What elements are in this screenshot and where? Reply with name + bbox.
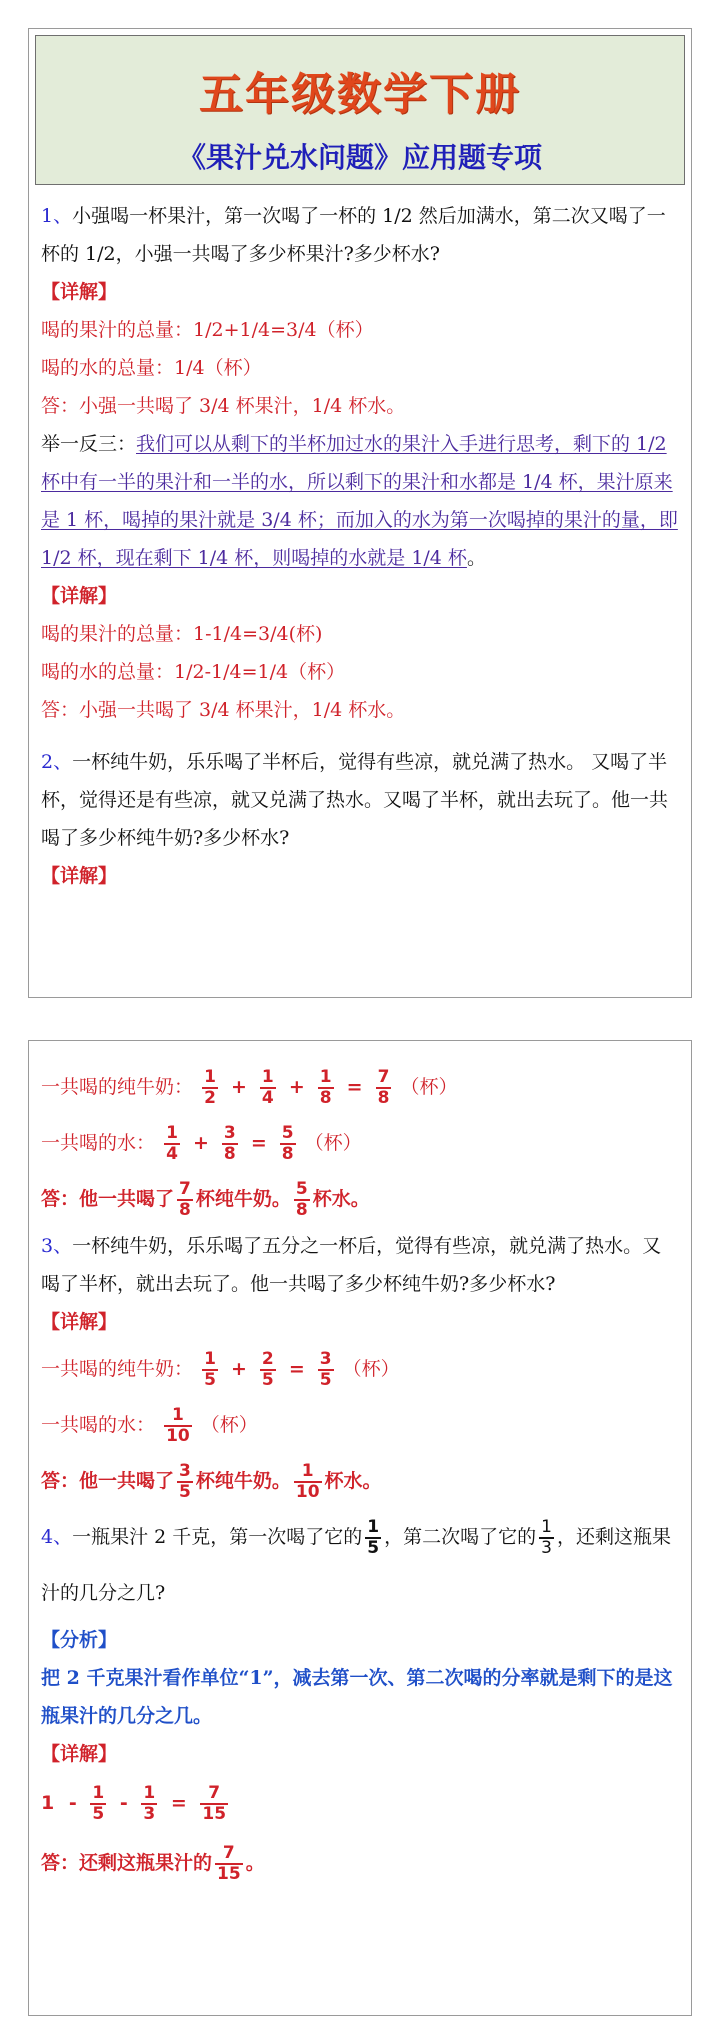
- q3-detail-label: 【详解】: [41, 1311, 118, 1333]
- q1-extension-label: 举一反三：: [41, 433, 137, 455]
- q2-milk-calc: [41, 1059, 679, 1115]
- q4-analysis: 把 2 千克果汁看作单位“1”，减去第一次、第二次喝的分率就是剩下的是这瓶果汁的几分之几。: [41, 1667, 673, 1727]
- question-4-text-a: 一瓶果汁 2 千克，第一次喝了它的: [72, 1526, 363, 1548]
- unit-cup: （杯）: [400, 1076, 458, 1098]
- plus-sign: +: [230, 1358, 247, 1380]
- question-2: [41, 743, 679, 857]
- minus-sign: -: [68, 1792, 77, 1814]
- fraction: $\frac{7}{15}$: [217, 1843, 241, 1884]
- question-3: [41, 1227, 679, 1303]
- q3-milk-label: 一共喝的纯牛奶：: [41, 1358, 194, 1380]
- fraction: $\frac{3}{8}$: [223, 1123, 236, 1164]
- q3-water-label: 一共喝的水：: [41, 1414, 156, 1436]
- fraction: $\frac{1}{3}$: [143, 1783, 156, 1824]
- q1-detail-label: 【详解】: [41, 281, 118, 303]
- page-1: [28, 28, 692, 998]
- unit-cup: （杯）: [200, 1414, 258, 1436]
- title-banner: [35, 35, 685, 185]
- fraction: $\frac{5}{8}$: [281, 1123, 294, 1164]
- unit-cup: （杯）: [304, 1132, 362, 1154]
- q2-detail-label: 【详解】: [41, 865, 118, 887]
- fraction: $\frac{3}{5}$: [319, 1349, 332, 1390]
- fraction: $\frac{1}{3}$: [541, 1517, 552, 1558]
- fraction: $\frac{1}{5}$: [204, 1349, 216, 1390]
- q1-answer: 答：小强一共喝了 3/4 杯果汁，1/4 杯水。: [41, 395, 406, 417]
- q4-analysis-label: 【分析】: [41, 1629, 118, 1651]
- page-2-content: [29, 1041, 691, 1893]
- question-4-text-b: ，第二次喝了它的: [384, 1526, 537, 1548]
- question-2-number: 2、: [41, 751, 73, 773]
- q1-answer-2: 答：小强一共喝了 3/4 杯果汁，1/4 杯水。: [41, 699, 406, 721]
- fraction: $\frac{1}{4}$: [261, 1067, 274, 1108]
- q4-answer-prefix: 答：还剩这瓶果汁的: [41, 1852, 213, 1874]
- fraction: $\frac{7}{15}$: [202, 1783, 227, 1824]
- q3-answer-middle: 杯纯牛奶。: [195, 1470, 291, 1492]
- q2-answer: [41, 1171, 679, 1227]
- q3-answer: [41, 1453, 679, 1509]
- question-4: [41, 1509, 679, 1621]
- fraction: $\frac{7}{8}$: [179, 1179, 191, 1220]
- minus-sign: -: [119, 1792, 128, 1814]
- q1-water-total: 喝的水的总量：1/4（杯）: [41, 357, 262, 379]
- q1-detail-label-2: 【详解】: [41, 585, 118, 607]
- q2-answer-prefix: 答：他一共喝了: [41, 1188, 175, 1210]
- fraction: $\frac{1}{10}$: [295, 1461, 320, 1502]
- equals-sign: =: [170, 1792, 187, 1814]
- plus-sign: +: [288, 1076, 305, 1098]
- q2-milk-label: 一共喝的纯牛奶：: [41, 1076, 194, 1098]
- equals-sign: =: [346, 1076, 363, 1098]
- fraction: $\frac{1}{5}$: [367, 1517, 380, 1558]
- question-3-number: 3、: [41, 1235, 73, 1257]
- fraction: $\frac{7}{8}$: [377, 1067, 390, 1108]
- page-1-content: [29, 185, 691, 895]
- fraction: $\frac{1}{8}$: [319, 1067, 332, 1108]
- fraction: $\frac{3}{5}$: [179, 1461, 191, 1502]
- question-1: [41, 197, 679, 273]
- q3-answer-prefix: 答：他一共喝了: [41, 1470, 175, 1492]
- q2-water-calc: [41, 1115, 679, 1171]
- q2-answer-middle: 杯纯牛奶。: [195, 1188, 291, 1210]
- question-2-text: 一杯纯牛奶，乐乐喝了半杯后，觉得有些凉，就兑满了热水。 又喝了半杯，觉得还是有些凉，就又兑满了热水。又喝了半杯，就出去玩了。他一共喝了多少杯纯牛奶?多少杯水?: [41, 751, 669, 849]
- fraction: $\frac{2}{5}$: [261, 1349, 274, 1390]
- question-1-number: 1、: [41, 205, 73, 227]
- q2-water-label: 一共喝的水：: [41, 1132, 156, 1154]
- equals-sign: =: [288, 1358, 305, 1380]
- question-4-text-c: ，还剩这瓶果汁的几分之几?: [41, 1526, 671, 1604]
- fraction: $\frac{1}{2}$: [204, 1067, 216, 1108]
- fraction: $\frac{1}{10}$: [166, 1405, 190, 1446]
- page-title: 五年级数学下册: [199, 69, 521, 120]
- question-4-number: 4、: [41, 1526, 73, 1548]
- page-2: [28, 1040, 692, 2016]
- q4-calc: [41, 1773, 679, 1833]
- plus-sign: +: [230, 1076, 247, 1098]
- q2-answer-end: 杯水。: [312, 1188, 370, 1210]
- q3-milk-calc: [41, 1341, 679, 1397]
- calc-one: 1: [41, 1792, 55, 1814]
- q1-water-total-2: 喝的水的总量：1/2-1/4=1/4（杯）: [41, 661, 346, 683]
- fraction: $\frac{1}{4}$: [166, 1123, 178, 1164]
- question-1-text: 小强喝一杯果汁，第一次喝了一杯的 1/2 然后加满水，第二次又喝了一杯的 1/2，小强一共喝了多少杯果汁?多少杯水?: [41, 205, 666, 265]
- q1-juice-total-2: 喝的果汁的总量：1-1/4=3/4(杯): [41, 623, 323, 645]
- fraction: $\frac{1}{5}$: [92, 1783, 105, 1824]
- q3-answer-end: 杯水。: [324, 1470, 382, 1492]
- q3-water-calc: [41, 1397, 679, 1453]
- question-3-text: 一杯纯牛奶，乐乐喝了五分之一杯后，觉得有些凉，就兑满了热水。又喝了半杯，就出去玩了。他一共喝了多少杯纯牛奶?多少杯水?: [41, 1235, 662, 1295]
- plus-sign: +: [192, 1132, 209, 1154]
- q1-extension-text: 我们可以从剩下的半杯加过水的果汁入手进行思考，剩下的 1/2 杯中有一半的果汁和一半的水，所以剩下的果汁和水都是 1/4 杯，果汁原来是 1 杯，喝掉的果汁就是 3/4 杯；而加入的水为第一次喝掉的果汁的量，即 1/2 杯，现在剩下 1/4 杯，则喝掉的水就是 1/4 杯: [41, 433, 678, 569]
- q4-detail-label: 【详解】: [41, 1743, 118, 1765]
- unit-cup: （杯）: [342, 1358, 400, 1380]
- equals-sign: =: [250, 1132, 267, 1154]
- q1-extension: [41, 425, 679, 577]
- q1-extension-end: 。: [466, 547, 486, 569]
- fraction: $\frac{5}{8}$: [295, 1179, 308, 1220]
- page-subtitle: 《果汁兑水问题》应用题专项: [177, 141, 542, 174]
- q4-answer: [41, 1833, 679, 1893]
- q4-answer-end: 。: [245, 1852, 265, 1874]
- q1-juice-total: 喝的果汁的总量：1/2+1/4=3/4（杯）: [41, 319, 374, 341]
